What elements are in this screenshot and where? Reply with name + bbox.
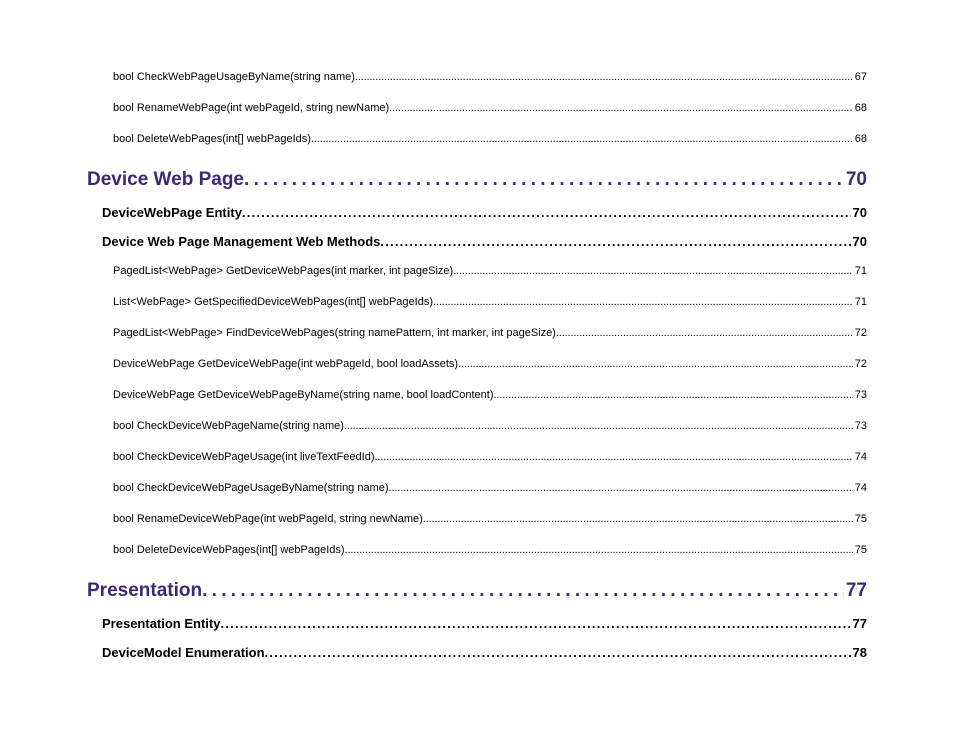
toc-chapter-presentation[interactable]	[87, 579, 867, 603]
dot-leader	[423, 512, 853, 526]
toc-entry-title: DeviceWebPage GetDeviceWebPageByName(string name, bool loadContent)	[113, 389, 494, 401]
dot-leader	[389, 481, 853, 495]
toc-entry-title: PagedList<WebPage> GetDeviceWebPages(int marker, int pageSize)	[113, 265, 454, 277]
dot-leader	[355, 70, 853, 84]
toc-entry-rename-device-web-page[interactable]	[113, 512, 867, 526]
toc-section-title: DeviceWebPage Entity	[102, 205, 242, 220]
toc-entry-delete-device-web-pages[interactable]	[113, 543, 867, 557]
toc-chapter-title: Presentation	[87, 580, 203, 601]
dot-leader	[244, 168, 844, 192]
dot-leader	[265, 644, 851, 661]
toc-entry-title: List<WebPage> GetSpecifiedDeviceWebPages(int[] webPageIds)	[113, 296, 433, 308]
toc-page-number: 78	[852, 645, 867, 660]
toc-entry-get-specified-device-web-pages[interactable]	[113, 295, 867, 309]
toc-entry-get-device-web-page-by-name[interactable]	[113, 388, 867, 402]
toc-entry-title: PagedList<WebPage> FindDeviceWebPages(string namePattern, int marker, int pageSize)	[113, 327, 556, 339]
toc-section-device-model-enumeration[interactable]	[102, 644, 867, 661]
toc-entry-title: bool RenameWebPage(int webPageId, string newName)	[113, 102, 390, 114]
toc-section-device-web-page-methods[interactable]	[102, 233, 867, 250]
toc-entry-title: bool CheckDeviceWebPageUsageByName(string name)	[113, 482, 389, 494]
toc-page-number: 73	[854, 389, 867, 401]
toc-page-number: 72	[854, 327, 867, 339]
dot-leader	[202, 579, 844, 603]
dot-leader	[220, 615, 850, 632]
dot-leader	[453, 264, 853, 278]
toc-page-number: 67	[854, 71, 867, 83]
toc-entry-rename-web-page[interactable]	[113, 101, 867, 115]
toc-entry-find-device-web-pages[interactable]	[113, 326, 867, 340]
dot-leader	[380, 233, 850, 250]
toc-section-device-web-page-entity[interactable]	[102, 204, 867, 221]
toc-entry-title: bool CheckDeviceWebPageUsage(int liveTextFeedId)	[113, 451, 375, 463]
toc-page-number: 75	[854, 544, 867, 556]
toc-section-title: Device Web Page Management Web Methods	[102, 234, 381, 249]
toc-entry-check-device-web-page-usage[interactable]	[113, 450, 867, 464]
dot-leader	[345, 543, 853, 557]
dot-leader	[242, 204, 851, 221]
toc-entry-title: bool DeleteWebPages(int[] webPageIds)	[113, 133, 311, 145]
toc-entry-check-web-page-usage-by-name[interactable]	[113, 70, 867, 84]
toc-entry-title: bool CheckDeviceWebPageName(string name)	[113, 420, 344, 432]
toc-page-number: 74	[854, 482, 867, 494]
dot-leader	[494, 388, 853, 402]
dot-leader	[458, 357, 853, 371]
toc-entry-check-device-web-page-name[interactable]	[113, 419, 867, 433]
toc-page-number: 70	[852, 205, 867, 220]
toc-page-number: 74	[854, 451, 867, 463]
dot-leader	[375, 450, 853, 464]
toc-page-number: 77	[845, 580, 867, 601]
toc-page-number: 71	[854, 265, 867, 277]
toc-section-title: Presentation Entity	[102, 616, 221, 631]
toc-page-number: 70	[852, 234, 867, 249]
dot-leader	[433, 295, 853, 309]
toc-entry-delete-web-pages[interactable]	[113, 132, 867, 146]
toc-page-number: 75	[854, 513, 867, 525]
toc-entry-title: bool CheckWebPageUsageByName(string name)	[113, 71, 355, 83]
toc-section-presentation-entity[interactable]	[102, 615, 867, 632]
toc-entry-check-device-web-page-usage-by-name[interactable]	[113, 481, 867, 495]
toc-page-number: 72	[854, 358, 867, 370]
toc-entry-get-device-web-page[interactable]	[113, 357, 867, 371]
dot-leader	[556, 326, 853, 340]
dot-leader	[344, 419, 853, 433]
toc-entry-get-device-web-pages[interactable]	[113, 264, 867, 278]
toc-page-number: 68	[854, 133, 867, 145]
toc-page-number: 68	[854, 102, 867, 114]
toc-chapter-device-web-page[interactable]	[87, 168, 867, 192]
toc-section-title: DeviceModel Enumeration	[102, 645, 265, 660]
toc-chapter-title: Device Web Page	[87, 169, 245, 190]
toc-page-number: 77	[852, 616, 867, 631]
toc-page-number: 70	[845, 169, 867, 190]
toc-entry-title: DeviceWebPage GetDeviceWebPage(int webPageId, bool loadAssets)	[113, 358, 459, 370]
dot-leader	[311, 132, 853, 146]
dot-leader	[389, 101, 853, 115]
toc-entry-title: bool RenameDeviceWebPage(int webPageId, string newName)	[113, 513, 423, 525]
toc-page-number: 71	[854, 296, 867, 308]
toc-entry-title: bool DeleteDeviceWebPages(int[] webPageIds)	[113, 544, 345, 556]
toc-page-number: 73	[854, 420, 867, 432]
